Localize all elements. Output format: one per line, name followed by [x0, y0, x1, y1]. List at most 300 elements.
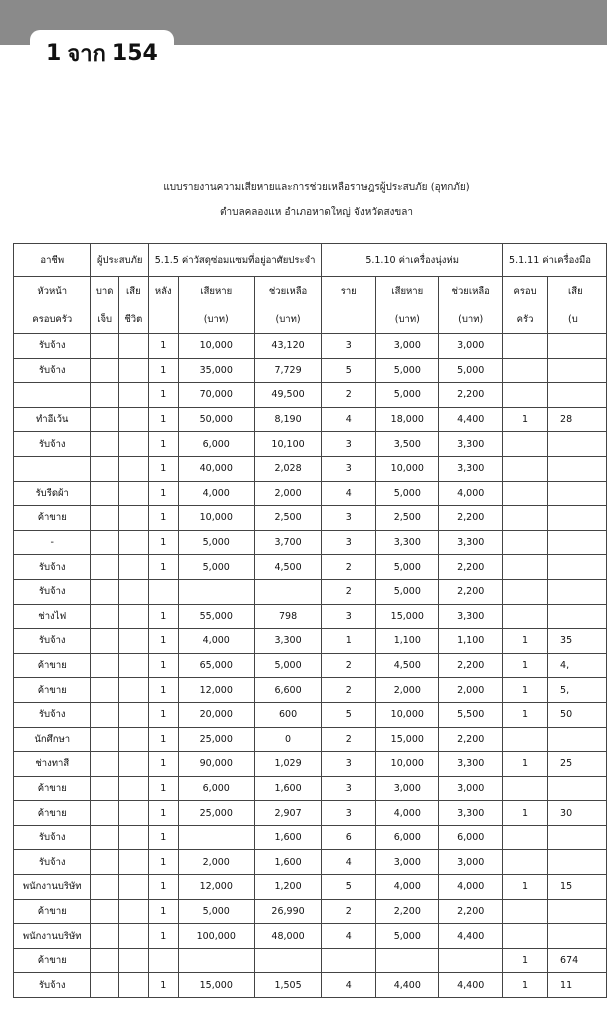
cell-persons: 3	[322, 456, 376, 481]
cell-houses: 1	[148, 924, 178, 949]
header-cloth-aid-unit: (บาท)	[439, 305, 503, 334]
cell-dead	[118, 383, 148, 408]
cell-cloth-aid: 3,000	[439, 776, 503, 801]
header-injured: บาด	[91, 277, 118, 306]
cell-persons: 2	[322, 653, 376, 678]
cell-dead	[118, 358, 148, 383]
table-row	[14, 776, 607, 801]
cell-injured	[91, 456, 118, 481]
table-row	[14, 555, 607, 580]
table-row	[14, 629, 607, 654]
cell-houses: 1	[148, 752, 178, 777]
header-dead-2: ชีวิต	[118, 305, 148, 334]
cell-dead	[118, 432, 148, 457]
cell-injured	[91, 948, 118, 973]
cell-repair-loss: 100,000	[178, 924, 254, 949]
cell-houses: 1	[148, 358, 178, 383]
cell-houses: 1	[148, 407, 178, 432]
cell-injured	[91, 383, 118, 408]
cell-occupation: รับจ้าง	[14, 629, 91, 654]
header-cloth-loss-unit: (บาท)	[376, 305, 439, 334]
cell-app-loss: 15	[548, 875, 607, 900]
cell-families	[503, 506, 548, 531]
document-title: แบบรายงานความเสียหายและการช่วยเหลือราษฎรผู้ประสบภัย (อุทกภัย)	[163, 182, 470, 193]
cell-injured	[91, 702, 118, 727]
cell-occupation: รับจ้าง	[14, 334, 91, 359]
cell-repair-loss: 12,000	[178, 875, 254, 900]
cell-repair-loss: 35,000	[178, 358, 254, 383]
cell-families	[503, 481, 548, 506]
cell-injured	[91, 629, 118, 654]
cell-cloth-loss: 5,000	[376, 555, 439, 580]
cell-cloth-aid: 4,400	[439, 973, 503, 998]
table-row	[14, 702, 607, 727]
cell-app-loss	[548, 481, 607, 506]
cell-families	[503, 579, 548, 604]
cell-injured	[91, 407, 118, 432]
cell-cloth-loss: 15,000	[376, 604, 439, 629]
cell-houses: 1	[148, 899, 178, 924]
cell-cloth-loss: 3,000	[376, 850, 439, 875]
cell-families: 1	[503, 973, 548, 998]
cell-occupation: ช่างทาสี	[14, 752, 91, 777]
cell-cloth-loss: 3,000	[376, 776, 439, 801]
cell-families: 1	[503, 752, 548, 777]
cell-repair-aid: 1,200	[254, 875, 321, 900]
cell-persons: 3	[322, 801, 376, 826]
cell-cloth-loss: 1,100	[376, 629, 439, 654]
cell-cloth-aid: 6,000	[439, 825, 503, 850]
cell-occupation: นักศึกษา	[14, 727, 91, 752]
cell-cloth-loss: 5,000	[376, 383, 439, 408]
cell-families	[503, 383, 548, 408]
header-repair-loss-unit: (บาท)	[178, 305, 254, 334]
cell-families	[503, 334, 548, 359]
cell-cloth-loss: 4,000	[376, 801, 439, 826]
cell-repair-aid: 7,729	[254, 358, 321, 383]
cell-persons: 3	[322, 506, 376, 531]
cell-occupation: ค้าขาย	[14, 776, 91, 801]
cell-repair-aid: 48,000	[254, 924, 321, 949]
cell-app-loss	[548, 850, 607, 875]
cell-persons: 5	[322, 358, 376, 383]
cell-houses: 1	[148, 432, 178, 457]
cell-families: 1	[503, 407, 548, 432]
cell-persons	[322, 948, 376, 973]
cell-houses: 1	[148, 506, 178, 531]
cell-repair-loss	[178, 825, 254, 850]
cell-persons: 2	[322, 383, 376, 408]
cell-occupation: รับจ้าง	[14, 555, 91, 580]
cell-repair-aid: 1,505	[254, 973, 321, 998]
cell-repair-loss: 50,000	[178, 407, 254, 432]
cell-cloth-aid: 3,000	[439, 334, 503, 359]
cell-dead	[118, 702, 148, 727]
cell-families	[503, 924, 548, 949]
cell-occupation: ทำอีเว้น	[14, 407, 91, 432]
cell-occupation: รับจ้าง	[14, 579, 91, 604]
table-row	[14, 653, 607, 678]
cell-cloth-loss: 4,500	[376, 653, 439, 678]
cell-cloth-aid: 2,200	[439, 383, 503, 408]
cell-cloth-aid: 2,200	[439, 727, 503, 752]
cell-injured	[91, 358, 118, 383]
cell-families	[503, 530, 548, 555]
cell-app-loss	[548, 604, 607, 629]
cell-houses: 1	[148, 875, 178, 900]
table-row	[14, 825, 607, 850]
cell-families	[503, 604, 548, 629]
cell-cloth-loss: 5,000	[376, 358, 439, 383]
cell-repair-loss: 70,000	[178, 383, 254, 408]
cell-occupation: รับจ้าง	[14, 432, 91, 457]
cell-persons: 4	[322, 481, 376, 506]
cell-injured	[91, 555, 118, 580]
cell-cloth-loss: 2,200	[376, 899, 439, 924]
cell-houses	[148, 948, 178, 973]
cell-injured	[91, 678, 118, 703]
cell-repair-aid: 8,190	[254, 407, 321, 432]
cell-repair-loss: 40,000	[178, 456, 254, 481]
cell-families	[503, 456, 548, 481]
cell-injured	[91, 334, 118, 359]
cell-cloth-loss: 18,000	[376, 407, 439, 432]
cell-injured	[91, 850, 118, 875]
table-row	[14, 383, 607, 408]
cell-repair-loss: 5,000	[178, 530, 254, 555]
cell-persons: 2	[322, 678, 376, 703]
table-row	[14, 850, 607, 875]
table-row	[14, 456, 607, 481]
cell-app-loss	[548, 924, 607, 949]
page-of-label: จาก	[67, 41, 106, 67]
header-persons: ราย	[322, 277, 376, 306]
cell-app-loss: 11	[548, 973, 607, 998]
cell-repair-aid: 6,600	[254, 678, 321, 703]
cell-families	[503, 850, 548, 875]
cell-occupation: ค้าขาย	[14, 506, 91, 531]
cell-cloth-loss: 3,300	[376, 530, 439, 555]
cell-repair-loss: 15,000	[178, 973, 254, 998]
header-app-loss: เสีย	[548, 277, 607, 306]
table-row	[14, 506, 607, 531]
cell-repair-loss: 6,000	[178, 432, 254, 457]
table-row	[14, 973, 607, 998]
cell-persons: 3	[322, 752, 376, 777]
cell-app-loss: 674	[548, 948, 607, 973]
cell-families: 1	[503, 948, 548, 973]
header-repair-aid-unit: (บาท)	[254, 305, 321, 334]
cell-repair-aid	[254, 948, 321, 973]
cell-dead	[118, 506, 148, 531]
cell-cloth-loss: 15,000	[376, 727, 439, 752]
cell-occupation: ค้าขาย	[14, 678, 91, 703]
header-head: หัวหน้า	[14, 277, 91, 306]
cell-cloth-aid: 3,300	[439, 604, 503, 629]
table-row	[14, 924, 607, 949]
cell-repair-aid: 3,300	[254, 629, 321, 654]
header-clothing: 5.1.10 ค่าเครื่องนุ่งห่ม	[322, 244, 503, 277]
cell-cloth-loss: 5,000	[376, 481, 439, 506]
cell-cloth-aid: 3,300	[439, 432, 503, 457]
cell-cloth-aid	[439, 948, 503, 973]
cell-injured	[91, 776, 118, 801]
cell-repair-aid: 10,100	[254, 432, 321, 457]
cell-occupation: รับจ้าง	[14, 825, 91, 850]
cell-houses: 1	[148, 825, 178, 850]
cell-occupation: ค้าขาย	[14, 801, 91, 826]
cell-dead	[118, 850, 148, 875]
cell-app-loss	[548, 555, 607, 580]
cell-families	[503, 555, 548, 580]
cell-app-loss	[548, 825, 607, 850]
cell-families	[503, 358, 548, 383]
cell-dead	[118, 924, 148, 949]
cell-injured	[91, 825, 118, 850]
cell-occupation: -	[14, 530, 91, 555]
cell-houses: 1	[148, 481, 178, 506]
cell-repair-aid: 43,120	[254, 334, 321, 359]
cell-persons: 4	[322, 850, 376, 875]
page-indicator	[30, 30, 174, 76]
cell-dead	[118, 727, 148, 752]
cell-repair-aid	[254, 579, 321, 604]
cell-occupation: รับจ้าง	[14, 358, 91, 383]
cell-injured	[91, 604, 118, 629]
table-row	[14, 948, 607, 973]
cell-dead	[118, 678, 148, 703]
cell-dead	[118, 653, 148, 678]
cell-repair-aid: 1,029	[254, 752, 321, 777]
header-cloth-loss: เสียหาย	[376, 277, 439, 306]
cell-repair-aid: 2,907	[254, 801, 321, 826]
table-row	[14, 678, 607, 703]
cell-cloth-loss: 10,000	[376, 702, 439, 727]
header-dead: เสีย	[118, 277, 148, 306]
cell-app-loss	[548, 432, 607, 457]
header-houses-2	[148, 305, 178, 334]
cell-repair-loss: 25,000	[178, 801, 254, 826]
cell-dead	[118, 899, 148, 924]
cell-dead	[118, 875, 148, 900]
cell-houses: 1	[148, 456, 178, 481]
table-row	[14, 875, 607, 900]
cell-cloth-loss: 2,000	[376, 678, 439, 703]
table-row	[14, 407, 607, 432]
cell-repair-loss: 4,000	[178, 481, 254, 506]
cell-persons: 3	[322, 604, 376, 629]
cell-houses: 1	[148, 801, 178, 826]
cell-cloth-aid: 2,000	[439, 678, 503, 703]
cell-dead	[118, 456, 148, 481]
cell-persons: 1	[322, 629, 376, 654]
header-repair-aid: ช่วยเหลือ	[254, 277, 321, 306]
cell-persons: 3	[322, 776, 376, 801]
cell-repair-loss	[178, 579, 254, 604]
cell-occupation: รับจ้าง	[14, 702, 91, 727]
cell-cloth-loss: 3,500	[376, 432, 439, 457]
total-pages: 154	[111, 40, 158, 66]
cell-injured	[91, 973, 118, 998]
cell-repair-aid: 26,990	[254, 899, 321, 924]
table-row	[14, 530, 607, 555]
cell-cloth-loss: 10,000	[376, 752, 439, 777]
cell-houses: 1	[148, 727, 178, 752]
header-appliance: 5.1.11 ค่าเครื่องมือ	[503, 244, 607, 277]
cell-dead	[118, 825, 148, 850]
cell-families: 1	[503, 801, 548, 826]
cell-cloth-loss: 4,400	[376, 973, 439, 998]
cell-dead	[118, 530, 148, 555]
cell-repair-aid: 2,000	[254, 481, 321, 506]
cell-cloth-loss: 3,000	[376, 334, 439, 359]
cell-dead	[118, 604, 148, 629]
cell-occupation	[14, 383, 91, 408]
cell-dead	[118, 407, 148, 432]
cell-app-loss	[548, 579, 607, 604]
cell-injured	[91, 432, 118, 457]
cell-repair-loss	[178, 948, 254, 973]
cell-families: 1	[503, 875, 548, 900]
report-table-container	[13, 243, 607, 1024]
table-row	[14, 481, 607, 506]
cell-dead	[118, 752, 148, 777]
header-row-3	[14, 305, 607, 334]
header-injured-2: เจ็บ	[91, 305, 118, 334]
header-occupation: อาชีพ	[14, 244, 91, 277]
cell-repair-aid: 0	[254, 727, 321, 752]
cell-dead	[118, 555, 148, 580]
cell-dead	[118, 481, 148, 506]
cell-cloth-aid: 4,000	[439, 481, 503, 506]
cell-injured	[91, 875, 118, 900]
cell-houses: 1	[148, 629, 178, 654]
cell-repair-loss: 5,000	[178, 899, 254, 924]
cell-app-loss	[548, 358, 607, 383]
table-row	[14, 727, 607, 752]
cell-cloth-loss: 10,000	[376, 456, 439, 481]
cell-cloth-aid: 2,200	[439, 899, 503, 924]
cell-occupation: พนักงานบริษัท	[14, 875, 91, 900]
cell-cloth-aid: 5,500	[439, 702, 503, 727]
cell-injured	[91, 579, 118, 604]
cell-cloth-aid: 5,000	[439, 358, 503, 383]
cell-cloth-aid: 2,200	[439, 653, 503, 678]
cell-houses: 1	[148, 530, 178, 555]
table-row	[14, 801, 607, 826]
cell-houses: 1	[148, 850, 178, 875]
cell-app-loss	[548, 776, 607, 801]
cell-repair-aid: 3,700	[254, 530, 321, 555]
cell-app-loss: 25	[548, 752, 607, 777]
cell-houses: 1	[148, 678, 178, 703]
cell-repair-loss: 6,000	[178, 776, 254, 801]
cell-persons: 3	[322, 334, 376, 359]
table-row	[14, 752, 607, 777]
cell-occupation: รับจ้าง	[14, 850, 91, 875]
cell-cloth-aid: 3,300	[439, 530, 503, 555]
cell-cloth-loss: 5,000	[376, 924, 439, 949]
cell-cloth-aid: 4,000	[439, 875, 503, 900]
cell-repair-aid: 5,000	[254, 653, 321, 678]
cell-persons: 3	[322, 432, 376, 457]
cell-occupation	[14, 456, 91, 481]
cell-families	[503, 432, 548, 457]
cell-repair-loss: 12,000	[178, 678, 254, 703]
cell-cloth-aid: 1,100	[439, 629, 503, 654]
cell-dead	[118, 334, 148, 359]
cell-cloth-aid: 4,400	[439, 407, 503, 432]
cell-app-loss	[548, 456, 607, 481]
cell-app-loss: 50	[548, 702, 607, 727]
header-families: ครอบ	[503, 277, 548, 306]
cell-cloth-loss: 4,000	[376, 875, 439, 900]
header-row-2	[14, 277, 607, 306]
table-row	[14, 432, 607, 457]
cell-houses	[148, 579, 178, 604]
cell-repair-loss: 55,000	[178, 604, 254, 629]
cell-houses: 1	[148, 653, 178, 678]
cell-families: 1	[503, 678, 548, 703]
header-app-loss-unit: (บ	[548, 305, 607, 334]
cell-cloth-aid: 2,200	[439, 555, 503, 580]
cell-families	[503, 776, 548, 801]
cell-repair-aid: 4,500	[254, 555, 321, 580]
cell-repair-loss: 25,000	[178, 727, 254, 752]
cell-families	[503, 899, 548, 924]
cell-houses: 1	[148, 555, 178, 580]
cell-injured	[91, 727, 118, 752]
cell-repair-loss: 10,000	[178, 334, 254, 359]
cell-dead	[118, 948, 148, 973]
header-family: ครอบครัว	[14, 305, 91, 334]
cell-occupation: รับรีดผ้า	[14, 481, 91, 506]
table-row	[14, 604, 607, 629]
cell-app-loss: 30	[548, 801, 607, 826]
cell-dead	[118, 801, 148, 826]
cell-dead	[118, 973, 148, 998]
cell-repair-loss: 65,000	[178, 653, 254, 678]
cell-persons: 2	[322, 727, 376, 752]
cell-repair-aid: 2,028	[254, 456, 321, 481]
table-row	[14, 579, 607, 604]
cell-app-loss	[548, 727, 607, 752]
cell-families: 1	[503, 629, 548, 654]
cell-repair-aid: 798	[254, 604, 321, 629]
report-table	[13, 243, 607, 998]
cell-cloth-aid: 3,300	[439, 801, 503, 826]
cell-repair-loss: 5,000	[178, 555, 254, 580]
cell-families: 1	[503, 702, 548, 727]
document-subtitle: ตำบลคลองแห อำเภอหาดใหญ่ จังหวัดสงขลา	[219, 207, 414, 218]
cell-repair-aid: 1,600	[254, 850, 321, 875]
cell-occupation: ช่างไฟ	[14, 604, 91, 629]
cell-app-loss	[548, 506, 607, 531]
cell-injured	[91, 899, 118, 924]
cell-app-loss	[548, 530, 607, 555]
cell-cloth-aid: 3,300	[439, 752, 503, 777]
cell-injured	[91, 801, 118, 826]
header-houses: หลัง	[148, 277, 178, 306]
cell-repair-aid: 1,600	[254, 776, 321, 801]
cell-occupation: รับจ้าง	[14, 973, 91, 998]
cell-persons: 5	[322, 702, 376, 727]
cell-repair-loss: 10,000	[178, 506, 254, 531]
cell-houses: 1	[148, 973, 178, 998]
cell-app-loss: 35	[548, 629, 607, 654]
header-victims: ผู้ประสบภัย	[91, 244, 148, 277]
cell-persons: 2	[322, 899, 376, 924]
